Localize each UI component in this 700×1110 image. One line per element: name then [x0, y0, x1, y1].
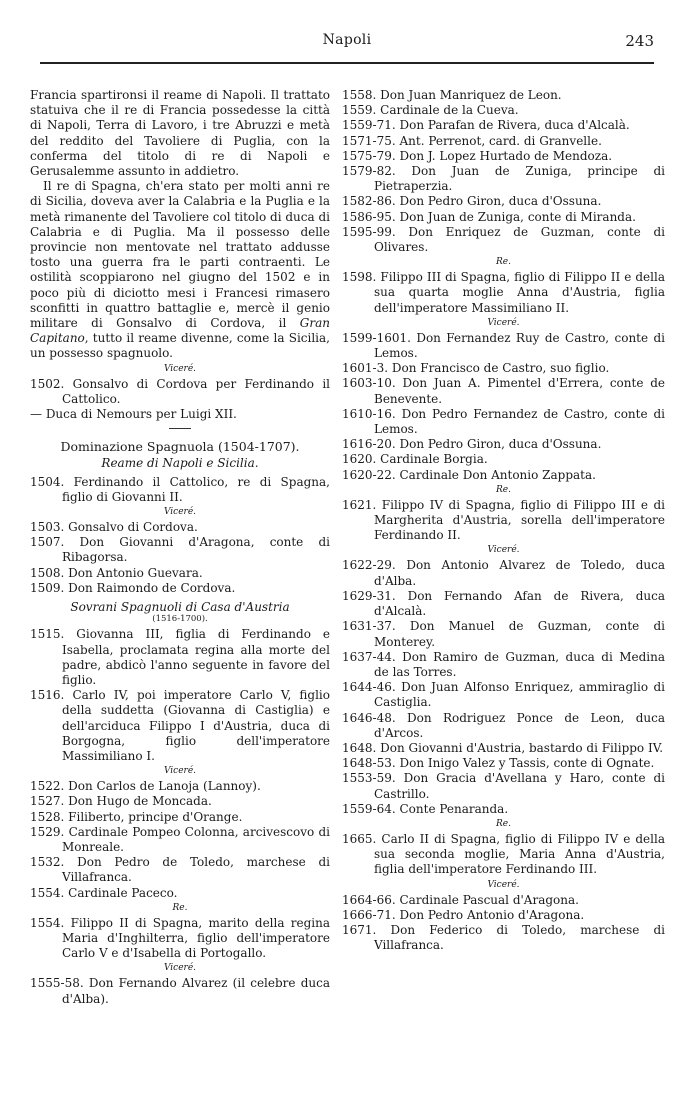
list-item: 1516. Carlo IV, poi imperatore Carlo V, figlio della suddetta (Giovanna di Castiglia) e dell'arciduca Filippo I d'Austria, duca di Borgogna, figlio dell'imperatore Massimiliano I.	[30, 688, 330, 763]
list-item: — Duca di Nemours per Luigi XII.	[30, 407, 237, 422]
list-item: 1528. Filiberto, principe d'Orange.	[30, 809, 243, 824]
entry-list	[30, 916, 330, 962]
entry-list	[30, 627, 330, 764]
list-item: 1666-71. Don Pedro Antonio d'Aragona.	[342, 907, 585, 922]
list-item: 1648-53. Don Inigo Valez y Tassis, conte di Ognate.	[342, 756, 655, 771]
list-item: 1508. Don Antonio Guevara.	[30, 565, 203, 580]
entry-list	[30, 976, 330, 1006]
list-item: 1559-71. Don Parafan de Rivera, duca d'Alcalà.	[342, 118, 630, 133]
list-item: 1529. Cardinale Pompeo Colonna, arcivescovo di Monreale.	[30, 824, 330, 854]
label-vicere: Viceré.	[487, 879, 520, 890]
list-item: 1622-29. Don Antonio Alvarez de Toledo, duca d'Alba.	[342, 558, 665, 588]
list-item: 1558. Don Juan Manriquez de Leon.	[342, 88, 562, 102]
page-number: 243	[625, 32, 654, 50]
list-item: 1579-82. Don Juan de Zuniga, principe di Pietraperzia.	[342, 164, 665, 194]
entry-list	[342, 270, 665, 316]
list-item: 1599-1601. Don Fernandez Ruy de Castro, conte di Lemos.	[342, 330, 665, 361]
list-item: 1509. Don Raimondo de Cordova.	[30, 580, 236, 595]
label-vicere: Viceré.	[487, 545, 520, 556]
subsection-title: Sovrani Spagnuoli di Casa d'Austria	[70, 600, 290, 615]
list-item: 1631-37. Don Manuel de Guzman, conte di Monterey.	[342, 619, 665, 649]
list-item: 1644-46. Don Juan Alfonso Enriquez, ammiraglio di Castiglia.	[342, 680, 665, 710]
list-item: 1586-95. Don Juan de Zuniga, conte di Miranda.	[342, 209, 636, 224]
list-item: 1648. Don Giovanni d'Austria, bastardo di Filippo IV.	[342, 740, 664, 755]
list-item: 1503. Gonsalvo di Cordova.	[30, 520, 198, 535]
list-item: 1616-20. Don Pedro Giron, duca d'Ossuna.	[342, 437, 602, 452]
list-item: 1522. Don Carlos de Lanoja (Lannoy).	[30, 779, 261, 794]
list-item: 1598. Filippo III di Spagna, figlio di Filippo II e della sua quarta moglie Anna d'Austria, figlia dell'imperatore Massimiliano II.	[342, 270, 665, 315]
list-item: 1671. Don Federico di Toledo, marchese di Villafranca.	[342, 922, 665, 953]
paragraph-text: Il re di Spagna, ch'era stato per molti anni re di Sicilia, doveva aver la Calabria e la Puglia e la metà rimanente del Tavoliere col titolo di duca di Calabria e di Puglia. Ma il possesso delle provincie non mentovate nel trattato addusse tosto una guerra fra le parti contraenti. Le ostilità scoppiarono nel giugno del 1502 e in poco più di diciotto mesi i Francesi rimasero sconfitti in quattro battaglie e, mercè il genio militare di Gonsalvo di Cordova, il	[30, 179, 330, 331]
italic-term: Gran Capitano	[30, 316, 330, 346]
list-item: 1620-22. Cardinale Don Antonio Zappata.	[342, 467, 596, 482]
label-re: Re.	[496, 818, 511, 829]
entry-list	[342, 832, 665, 878]
entry-list	[30, 377, 330, 423]
entry-list	[30, 779, 330, 901]
entry-list	[30, 475, 330, 505]
list-item: 1603-10. Don Juan A. Pimentel d'Errera, conte de Benevente.	[342, 376, 665, 406]
list-item: 1629-31. Don Fernando Afan de Rivera, duca d'Alcalà.	[342, 588, 665, 619]
list-item: 1664-66. Cardinale Pascual d'Aragona.	[342, 892, 579, 907]
label-vicere: Viceré.	[163, 766, 197, 777]
list-item: 1532. Don Pedro de Toledo, marchese di Villafranca.	[30, 855, 330, 885]
subsection-years: (1516-1700).	[152, 614, 208, 625]
section-title: Dominazione Spagnuola (1504-1707).	[60, 439, 300, 455]
list-item: 1559-64. Conte Penaranda.	[342, 801, 509, 816]
list-item: 1610-16. Don Pedro Fernandez de Castro, conte di Lemos.	[342, 406, 665, 437]
separator	[169, 428, 191, 429]
entry-list	[342, 893, 665, 954]
header-rule	[40, 62, 654, 64]
paragraph-text: , tutto il reame divenne, come la Sicilia, un possesso spagnuolo.	[30, 331, 330, 361]
section-subtitle: Reame di Napoli e Sicilia.	[101, 456, 259, 471]
list-item: 1504. Ferdinando il Cattolico, re di Spagna, figlio di Giovanni II.	[30, 474, 330, 504]
list-item: 1571-75. Ant. Perrenot, card. di Granvelle.	[342, 133, 602, 148]
label-vicere: Viceré.	[163, 963, 197, 974]
list-item: 1515. Giovanna III, figlia di Ferdinando e Isabella, proclamata regina alla morte del padre, abdicò l'anno seguente in favore del figlio.	[30, 627, 330, 687]
list-item: 1621. Filippo IV di Spagna, figlio di Filippo III e di Margherita d'Austria, sorella dell'imperatore Ferdinando II.	[342, 497, 665, 543]
running-title: Napoli	[322, 32, 372, 48]
paragraph: Francia spartironsi il reame di Napoli. Il trattato statuiva che il re di Francia possedesse la città di Napoli, Terra di Lavoro, i tre Abruzzi e metà del reddito del Tavoliere di Puglia, con la conferma del titolo di re di Napoli e Gerusalemme assunto in addietro.	[30, 88, 330, 179]
paragraph	[30, 179, 330, 361]
list-item: 1507. Don Giovanni d'Aragona, conte di Ribagorsa.	[30, 535, 330, 565]
list-item: 1502. Gonsalvo di Cordova per Ferdinando il Cattolico.	[30, 376, 330, 406]
list-item: 1559. Cardinale de la Cueva.	[342, 103, 519, 118]
entry-list	[342, 331, 665, 483]
list-item: 1582-86. Don Pedro Giron, duca d'Ossuna.	[342, 194, 602, 209]
page-header	[40, 32, 654, 62]
list-item: 1527. Don Hugo de Moncada.	[30, 794, 212, 809]
right-column	[342, 88, 665, 953]
list-item: 1646-48. Don Rodriguez Ponce de Leon, duca d'Arcos.	[342, 710, 665, 740]
entry-list	[342, 558, 665, 816]
list-item: 1665. Carlo II di Spagna, figlio di Filippo IV e della sua seconda moglie, Maria Anna d'Austria, figlia dell'imperatore Ferdinando III.	[342, 831, 665, 877]
label-re: Re.	[496, 257, 511, 268]
label-vicere: Viceré.	[163, 507, 197, 518]
list-item: 1554. Cardinale Paceco.	[30, 885, 178, 900]
label-vicere: Viceré.	[163, 363, 197, 374]
list-item: 1637-44. Don Ramiro de Guzman, duca di Medina de las Torres.	[342, 649, 665, 679]
list-item: 1601-3. Don Francisco de Castro, suo figlio.	[342, 361, 610, 376]
entry-list	[30, 520, 330, 596]
label-re: Re.	[496, 484, 511, 495]
entry-list	[342, 88, 665, 255]
label-vicere: Viceré.	[487, 317, 520, 328]
entry-list	[342, 498, 665, 544]
list-item: 1553-59. Don Gracia d'Avellana y Haro, conte di Castrillo.	[342, 771, 665, 801]
list-item: 1575-79. Don J. Lopez Hurtado de Mendoza.	[342, 148, 613, 163]
label-re: Re.	[172, 902, 188, 913]
list-item: 1595-99. Don Enriquez de Guzman, conte di Olivares.	[342, 224, 665, 255]
list-item: 1554. Filippo II di Spagna, marito della regina Maria d'Inghilterra, figlio dell'imperatore Carlo V e d'Isabella di Portogallo.	[30, 915, 330, 961]
list-item: 1620. Cardinale Borgia.	[342, 452, 488, 467]
list-item: 1555-58. Don Fernando Alvarez (il celebre duca d'Alba).	[30, 976, 330, 1006]
left-column	[30, 88, 330, 1007]
